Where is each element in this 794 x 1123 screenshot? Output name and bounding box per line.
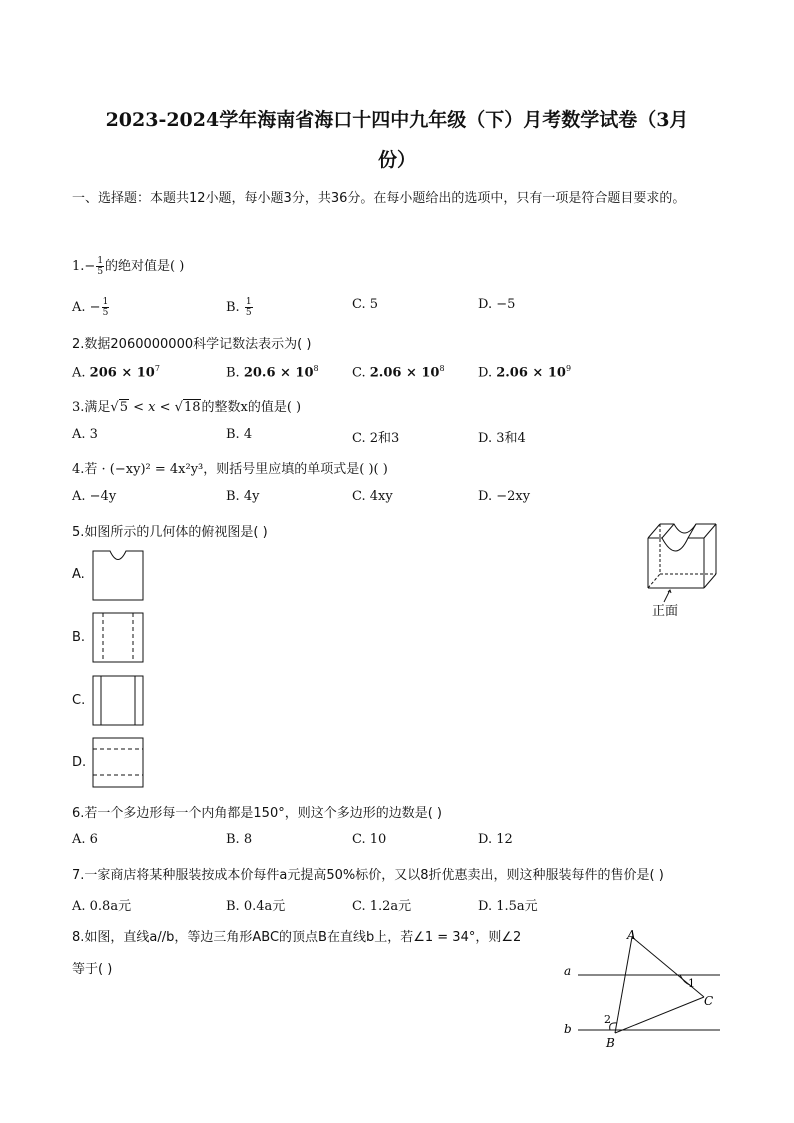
q1-number: 1. (72, 259, 85, 274)
q5-option-b-figure[interactable] (92, 612, 144, 664)
q5-front-label: 正面 (652, 604, 679, 619)
label-angle-1: 1 (688, 977, 695, 990)
q6-option-a[interactable]: A. 6 (72, 832, 98, 847)
question-2: 2.数据2060000000科学记数法表示为( ) (72, 337, 312, 352)
q4-option-b[interactable]: B. 4y (226, 489, 260, 504)
q8-geometry-figure (560, 925, 726, 1050)
question-5: 5.如图所示的几何体的俯视图是( ) (72, 525, 268, 540)
question-7: 7.一家商店将某种服装按成本价每件a元提高50%标价，又以8折优惠卖出，则这种服装每件的售价是( ) (72, 868, 664, 883)
section-1-instructions: 一、选择题：本题共12小题，每小题3分，共36分。在每小题给出的选项中，只有一项是符合题目要求的。 (72, 191, 686, 206)
label-B: B (606, 1036, 615, 1050)
q1-option-b[interactable]: B. $\frac{1}{5}$ (226, 297, 252, 318)
question-4: 4.若 · (−xy)² = 4x²y³，则括号里应填的单项式是( )( ) (72, 462, 388, 477)
q1-sign: − (84, 259, 96, 274)
q5-option-c-label[interactable]: C. (72, 693, 86, 708)
q4-option-d[interactable]: D. −2xy (478, 489, 531, 504)
label-angle-2: 2 (604, 1013, 611, 1026)
q7-option-a[interactable]: A. 0.8a元 (72, 899, 132, 914)
q4-option-a[interactable]: A. −4y (72, 489, 117, 504)
question-8-line-1: 8.如图，直线a//b，等边三角形ABC的顶点B在直线b上，若∠1 = 34°，则∠2 (72, 930, 522, 945)
q1-fraction: $\frac{1}{5}$ (97, 256, 104, 277)
q5-option-c-figure[interactable] (92, 675, 144, 727)
q5-option-d-label[interactable]: D. (72, 755, 87, 770)
q5-option-a-figure[interactable] (92, 550, 144, 602)
title-line-2: 份） (377, 149, 416, 171)
question-3: 3.满足√5 < x < √18的整数x的值是( ) (72, 400, 302, 415)
question-6: 6.若一个多边形每一个内角都是150°，则这个多边形的边数是( ) (72, 806, 442, 821)
q3-option-c[interactable]: C. 2和3 (352, 431, 400, 446)
q7-option-b[interactable]: B. 0.4a元 (226, 899, 286, 914)
q3-option-a[interactable]: A. 3 (72, 427, 98, 442)
question-8-line-2: 等于( ) (72, 962, 113, 977)
q5-option-a-label[interactable]: A. (72, 567, 85, 582)
side-AB (615, 937, 632, 1033)
solid-top-back (660, 524, 716, 533)
exam-title (60, 100, 734, 180)
solid-top-front (648, 538, 704, 551)
q7-option-c[interactable]: C. 1.2a元 (352, 899, 412, 914)
q3-option-d[interactable]: D. 3和4 (478, 431, 526, 446)
label-C: C (704, 994, 714, 1008)
label-A: A (627, 928, 636, 942)
q3-option-b[interactable]: B. 4 (226, 427, 253, 442)
q7-option-d[interactable]: D. 1.5a元 (478, 899, 538, 914)
q5-option-b-label[interactable]: B. (72, 630, 86, 645)
q2-option-a[interactable]: A. $206 \times 10^7$ (72, 364, 160, 381)
q2-option-d[interactable]: D. $2.06 \times 10^9$ (478, 364, 572, 381)
q5-option-d-figure[interactable] (92, 737, 144, 789)
q6-option-c[interactable]: C. 10 (352, 832, 387, 847)
label-line-a: a (564, 964, 572, 978)
q1-suffix: 的绝对值是( ) (105, 259, 185, 274)
q4-option-c[interactable]: C. 4xy (352, 489, 393, 504)
q6-option-b[interactable]: B. 8 (226, 832, 253, 847)
q2-option-b[interactable]: B. $20.6 \times 10^8$ (226, 364, 319, 381)
q1-option-a[interactable]: A. − $\frac{1}{5}$ (72, 297, 109, 318)
side-BC (615, 997, 704, 1033)
q1-option-d[interactable]: D. −5 (478, 297, 516, 312)
label-line-b: b (564, 1022, 572, 1036)
q1-option-c[interactable]: C. 5 (352, 297, 379, 312)
question-1 (72, 255, 184, 277)
q2-option-c[interactable]: C. $2.06 \times 10^8$ (352, 364, 445, 381)
title-line-1: 2023-2024学年海南省海口十四中九年级（下）月考数学试卷（3月 (105, 109, 689, 131)
q6-option-d[interactable]: D. 12 (478, 832, 513, 847)
